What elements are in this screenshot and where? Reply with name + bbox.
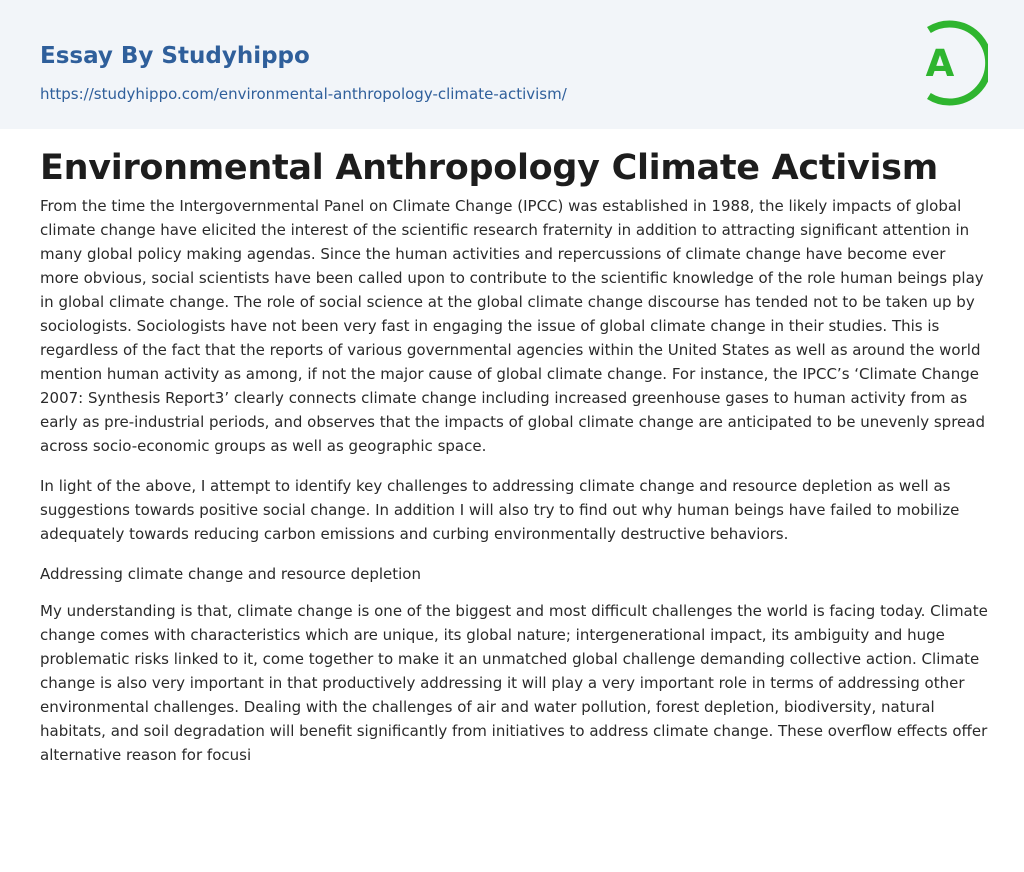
article-paragraph-3: My understanding is that, climate change is one of the biggest and most difficult challenges the world is facing today. Climate change comes with characteristics which are unique, its global nature; intergenerational impact, its ambiguity and huge problematic risks linked to it, come together to make it an unmatched global challenge demanding collective action. Climate change is also very important in that productively addressing it will play a very important role in terms of addressing other environmental challenges. Dealing with the challenges of air and water pollution, forest depletion, biodiversity, natural habitats, and soil degradation will benefit significantly from initiatives to address climate change. These overflow effects offer alternative reason for focusi xyxy=(40,602,988,764)
section-subheading: Addressing climate change and resource depletion xyxy=(40,565,421,583)
article-content xyxy=(40,144,988,783)
brand-title: Essay By Studyhippo xyxy=(40,43,310,69)
source-url-link[interactable]: https://studyhippo.com/environmental-anthropology-climate-activism/ xyxy=(40,85,567,103)
site-header xyxy=(0,0,1024,129)
logo-letter: A xyxy=(925,42,955,85)
page-title: Environmental Anthropology Climate Activism xyxy=(40,148,938,188)
article-paragraph-1: From the time the Intergovernmental Panel on Climate Change (IPCC) was established in 1988, the likely impacts of global climate change have elicited the interest of the scientific research fraternity in addition to attracting significant attention in many global policy making agendas. Since the human activities and repercussions of climate change have become ever more obvious, social scientists have been called upon to contribute to the scientific knowledge of the role human beings play in global climate change. The role of social science at the global climate change discourse has tended not to be taken up by sociologists. Sociologists have not been very fast in engaging the issue of global climate change in their studies. This is regardless of the fact that the reports of various governmental agencies within the United States as well as around the world mention human activity as among, if not the major cause of global climate change. For instance, the IPCC’s ‘Climate Change 2007: Synthesis Report3’ clearly connects climate change including increased greenhouse gases to human activity from as early as pre-industrial periods, and observes that the impacts of global climate change are anticipated to be unevenly spread across socio-economic groups as well as geographic space. xyxy=(40,197,985,455)
article-paragraph-2: In light of the above, I attempt to identify key challenges to addressing climate change and resource depletion as well as suggestions towards positive social change. In addition I will also try to find out why human beings have failed to mobilize adequately towards reducing carbon emissions and curbing environmentally destructive behaviors. xyxy=(40,477,960,543)
studyhippo-logo-icon[interactable] xyxy=(912,19,988,107)
